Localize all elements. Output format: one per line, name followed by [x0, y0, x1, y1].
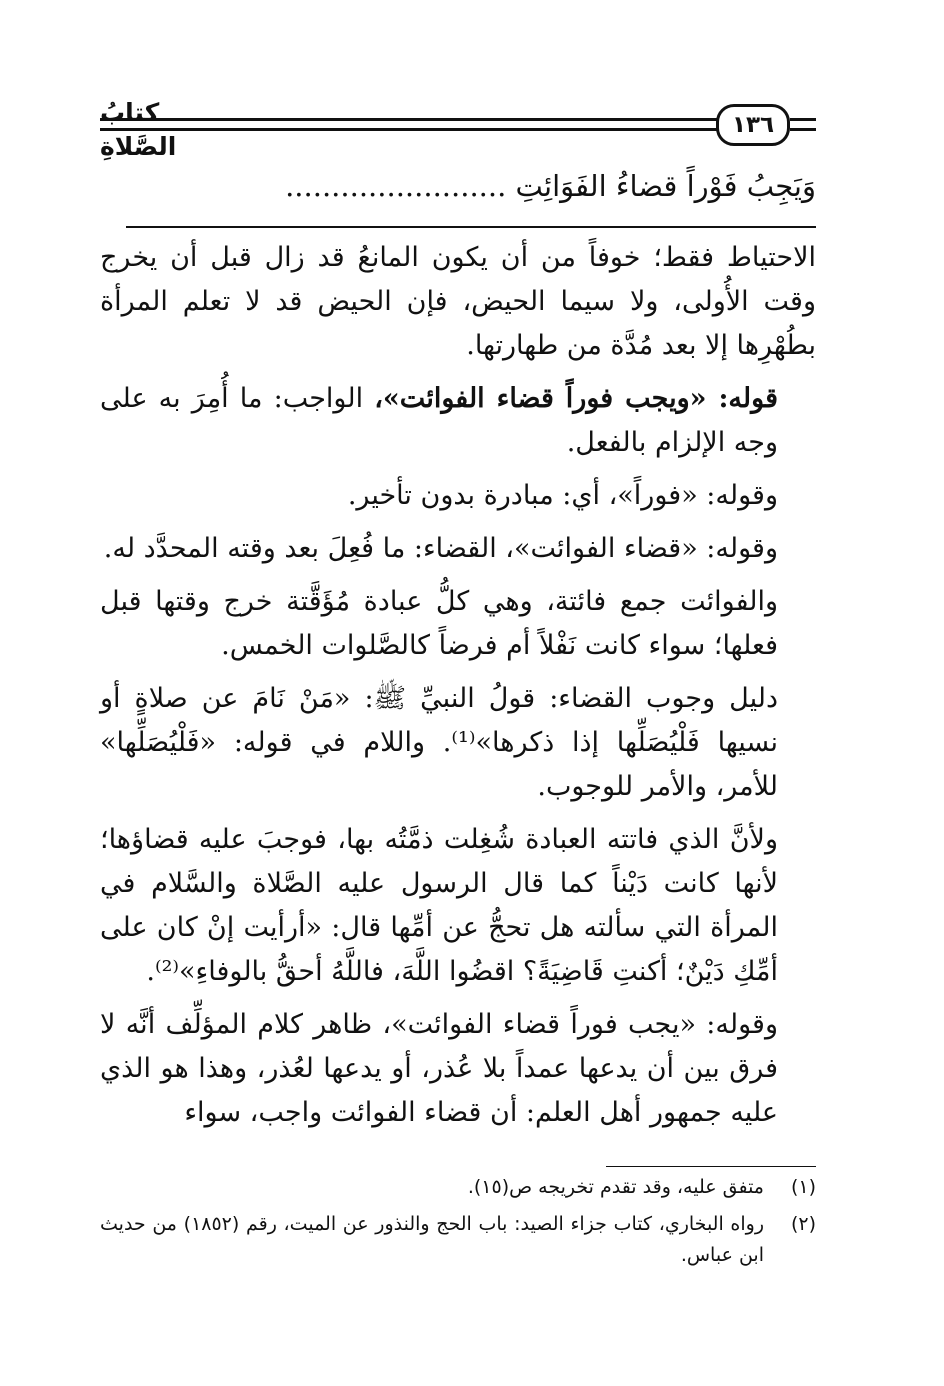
page-number: ١٣٦	[731, 112, 775, 138]
paragraph: وقوله: «فوراً»، أي: مبادرة بدون تأخير.	[347, 480, 778, 511]
header-rule-top	[100, 118, 718, 121]
section-title-underline	[126, 226, 816, 228]
footnote-number: (١)	[790, 1176, 816, 1198]
footnote-text: رواه البخاري، كتاب جزاء الصيد: باب الحج والنذور عن الميت، رقم (١٨٥٢) من حديث ابن عباس.	[100, 1213, 764, 1266]
header-rule-bottom-right	[790, 128, 816, 131]
footnotes	[100, 1172, 816, 1277]
header-rule-top-right	[790, 118, 816, 121]
footnote-number: (٢)	[790, 1213, 816, 1235]
paragraph: قوله: «ويجب فوراً قضاء الفوائت»، الواجب: ما أُمِرَ به على وجه الإلزام بالفعل.	[100, 383, 778, 458]
section-title: وَيَجِبُ فَوْراً قضاءُ الفَوَائِتِ ........................	[285, 169, 816, 203]
footnote	[100, 1209, 816, 1271]
footnote	[100, 1172, 816, 1203]
footnote-text: متفق عليه، وقد تقدم تخريجه ص(١٥).	[467, 1176, 764, 1198]
header-rule-bottom	[100, 128, 718, 131]
body-text	[100, 236, 816, 1144]
paragraph: ولأنَّ الذي فاتته العبادة شُغِلت ذمَّتُه بها، فوجبَ عليه قضاؤها؛ لأنها كانت دَيْناً كما قال الرسول عليه الصَّلاة والسَّلام في المرأة التي سألته هل تحجُّ عن أمِّها قال: «أرأيت إنْ كان على أمِّكِ دَيْنٌ؛ أكنتِ قَاضِيَةً؟ اقضُوا اللَّهَ، فاللَّهُ أحقُّ بالوفاءِ»⁽²⁾.	[100, 824, 778, 987]
paragraph: دليل وجوب القضاء: قولُ النبيِّ ﷺ: «مَنْ نَامَ عن صلاةٍ أو نسيها فَلْيُصَلِّها إذا ذكرها»⁽¹⁾. واللام في قوله: «فَلْيُصَلِّها» للأمر، والأمر للوجوب.	[100, 683, 778, 802]
quoted-phrase: قوله: «ويجب فوراً قضاء الفوائت»،	[374, 383, 778, 414]
paragraph: والفوائت جمع فائتة، وهي كلُّ عبادة مُؤَقَّتة خرج وقتها قبل فعلها؛ سواء كانت نَفْلاً أم فرضاً كالصَّلوات الخمس.	[100, 586, 778, 661]
paragraph: الاحتياط فقط؛ خوفاً من أن يكون المانعُ قد زال قبل أن يخرج وقت الأُولى، ولا سيما الحيض، فإن الحيض قد لا تعلم المرأة بطُهْرِها إلا بعد مُدَّة من طهارتها.	[100, 242, 816, 361]
running-header-book-title: كتابُ الصَّلاةِ	[100, 98, 177, 161]
paragraph: وقوله: «قضاء الفوائت»، القضاء: ما فُعِلَ بعد وقته المحدَّد له.	[103, 533, 778, 564]
paragraph: وقوله: «يجب فوراً قضاء الفوائت»، ظاهر كلام المؤلِّف أنَّه لا فرق بين أن يدعها عمداً بلا عُذر، أو يدعها لعُذر، وهذا هو الذي عليه جمهور أهل العلم: أن قضاء الفوائت واجب، سواء	[100, 1009, 778, 1128]
page-number-badge	[716, 104, 790, 146]
footnote-separator	[606, 1166, 816, 1167]
